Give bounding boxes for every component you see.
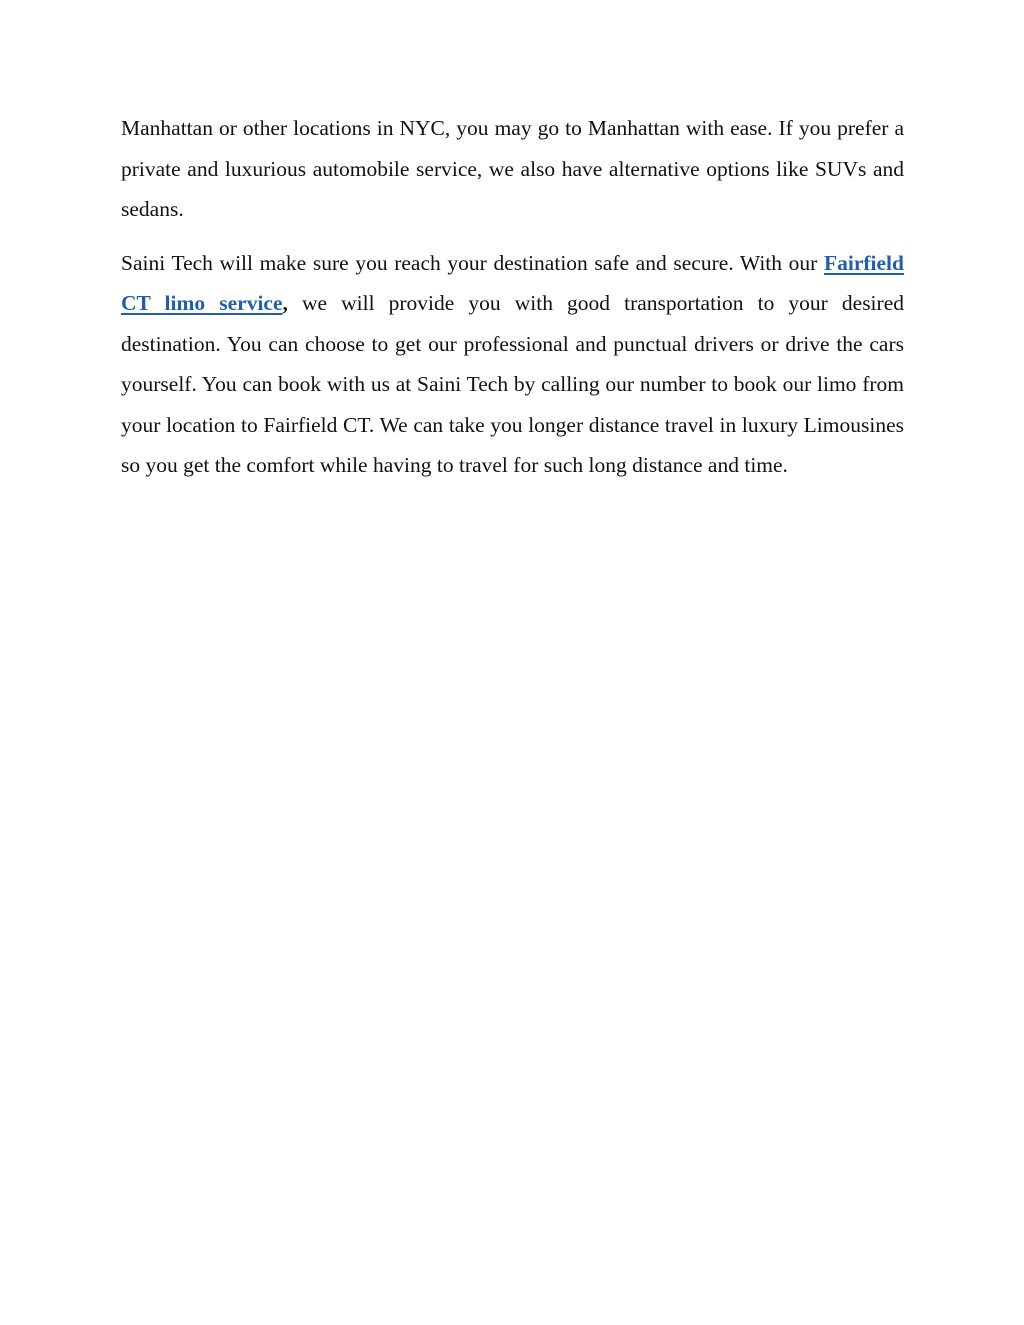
paragraph-text-before-link: Saini Tech will make sure you reach your destination safe and secure. With our	[121, 250, 824, 275]
paragraph-saini-tech-service	[121, 243, 904, 486]
document-body	[121, 108, 904, 486]
link-trailing-comma: ,	[282, 291, 288, 315]
fairfield-limo-service-link[interactable]: Fairfield CT limo service	[121, 250, 904, 315]
paragraph-manhattan-options: Manhattan or other locations in NYC, you may go to Manhattan with ease. If you prefer a private and luxurious automobile service, we also have alternative options like SUVs and sedans.	[121, 116, 904, 221]
paragraph-text-after-link: we will provide you with good transportation to your desired destination. You can choose to get our professional and punctual drivers or drive the cars yourself. You can book with us at Saini Tech by calling our number to book our limo from your location to Fairfield CT. We can take you longer distance travel in luxury Limousines so you get the comfort while having to travel for such long distance and time.	[121, 291, 904, 477]
